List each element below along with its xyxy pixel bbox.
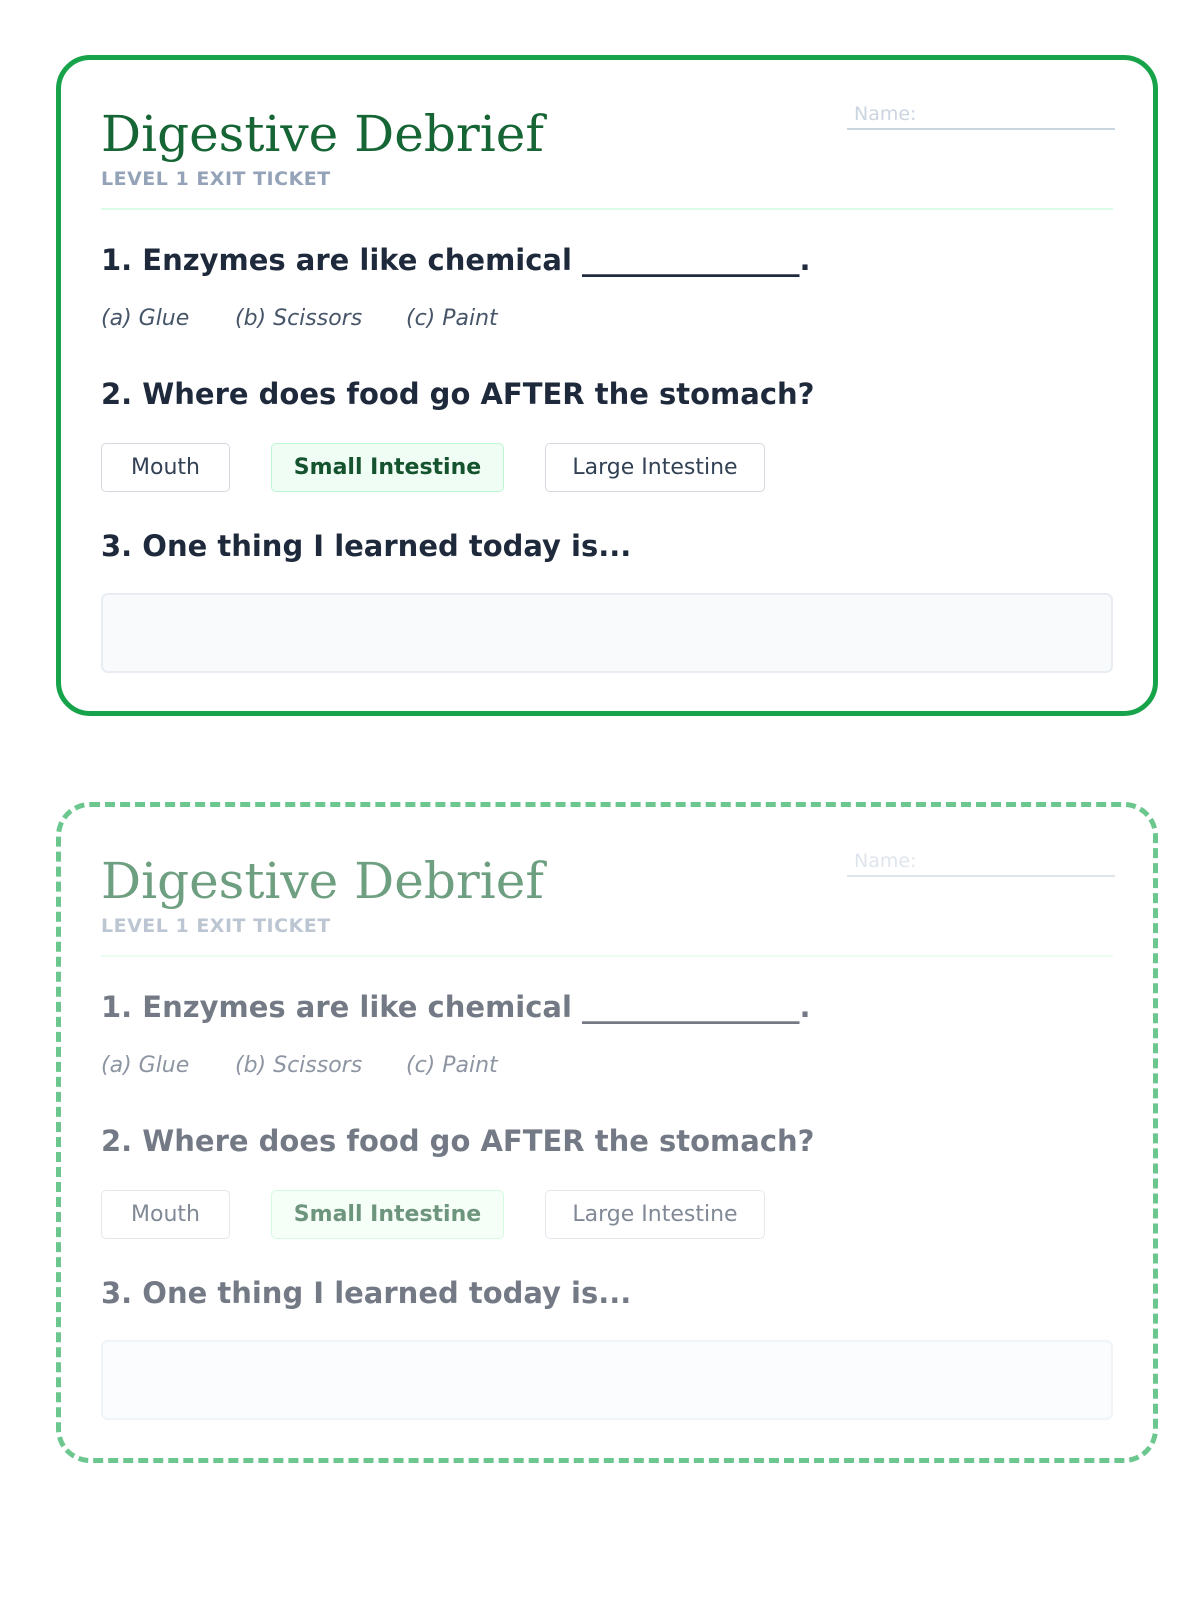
choice-small-intestine-button[interactable]: Small Intestine	[271, 443, 504, 492]
exit-ticket-card-copy	[56, 802, 1158, 1463]
answer-textarea[interactable]	[101, 593, 1113, 673]
question-2: 2. Where does food go AFTER the stomach?	[101, 1124, 815, 1158]
name-field[interactable]: Name:	[847, 100, 1115, 130]
ticket-content	[101, 100, 1113, 563]
ticket-title: Digestive Debrief	[101, 852, 544, 910]
choice-small-intestine-button[interactable]: Small Intestine	[271, 1190, 504, 1239]
option-paint[interactable]: (c) Paint	[406, 1053, 498, 1078]
option-scissors[interactable]: (b) Scissors	[235, 306, 363, 331]
ticket-header	[101, 100, 1113, 210]
answer-textarea[interactable]	[101, 1340, 1113, 1420]
ticket-title: Digestive Debrief	[101, 105, 544, 163]
ticket-header	[101, 847, 1113, 957]
question-3: 3. One thing I learned today is...	[101, 1276, 632, 1310]
ticket-content	[101, 847, 1113, 1310]
option-glue[interactable]: (a) Glue	[101, 306, 190, 331]
exit-ticket-card	[56, 55, 1158, 716]
option-scissors[interactable]: (b) Scissors	[235, 1053, 363, 1078]
question-1: 1. Enzymes are like chemical _______________.	[101, 990, 811, 1024]
choice-large-intestine-button[interactable]: Large Intestine	[545, 1190, 765, 1239]
option-paint[interactable]: (c) Paint	[406, 306, 498, 331]
question-1: 1. Enzymes are like chemical _______________.	[101, 243, 811, 277]
name-field[interactable]: Name:	[847, 847, 1115, 877]
question-3: 3. One thing I learned today is...	[101, 529, 632, 563]
ticket-subtitle: LEVEL 1 EXIT TICKET	[101, 168, 331, 190]
choice-large-intestine-button[interactable]: Large Intestine	[545, 443, 765, 492]
question-2: 2. Where does food go AFTER the stomach?	[101, 377, 815, 411]
ticket-subtitle: LEVEL 1 EXIT TICKET	[101, 915, 331, 937]
choice-mouth-button[interactable]: Mouth	[101, 443, 230, 492]
choice-mouth-button[interactable]: Mouth	[101, 1190, 230, 1239]
option-glue[interactable]: (a) Glue	[101, 1053, 190, 1078]
